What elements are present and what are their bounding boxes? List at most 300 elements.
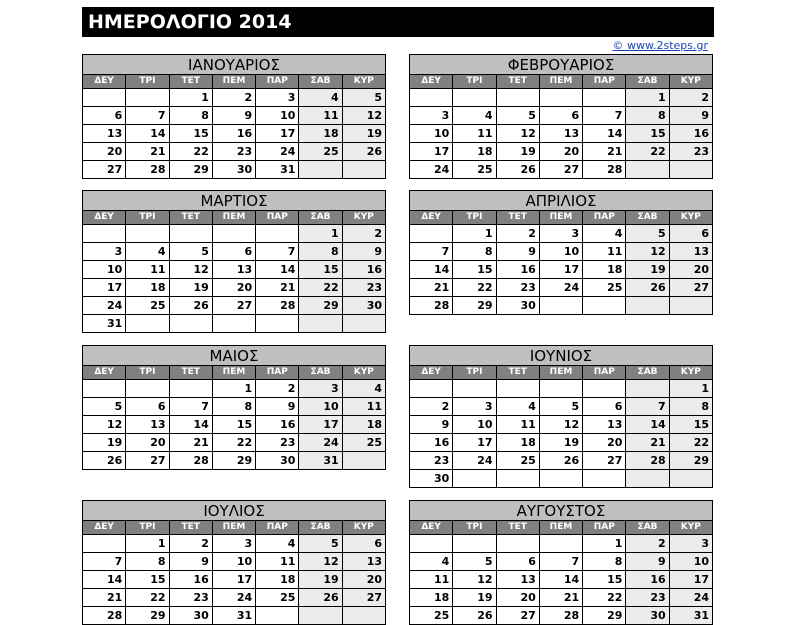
day-cell: 27 xyxy=(342,589,385,607)
weekday-header: ΠΑΡ xyxy=(583,211,626,225)
empty-day-cell xyxy=(453,470,496,488)
empty-day-cell xyxy=(169,225,212,243)
empty-day-cell xyxy=(256,315,299,333)
day-cell: 15 xyxy=(212,416,255,434)
empty-day-cell xyxy=(410,89,453,107)
weekday-header: ΠΕΜ xyxy=(539,521,582,535)
day-cell: 29 xyxy=(212,452,255,470)
weekday-header: ΤΕΤ xyxy=(496,211,539,225)
day-cell: 8 xyxy=(169,107,212,125)
day-cell: 13 xyxy=(669,243,712,261)
weekday-header: ΤΡΙ xyxy=(453,366,496,380)
empty-day-cell xyxy=(453,535,496,553)
empty-day-cell xyxy=(169,315,212,333)
day-cell: 9 xyxy=(169,553,212,571)
day-cell: 31 xyxy=(212,607,255,625)
day-cell: 15 xyxy=(669,416,712,434)
day-cell: 28 xyxy=(583,161,626,179)
day-cell: 6 xyxy=(583,398,626,416)
week-row xyxy=(83,125,386,143)
day-cell: 21 xyxy=(256,279,299,297)
day-cell: 27 xyxy=(583,452,626,470)
day-cell: 23 xyxy=(212,143,255,161)
day-cell: 7 xyxy=(83,553,126,571)
empty-day-cell xyxy=(299,161,342,179)
day-cell: 8 xyxy=(626,107,669,125)
day-cell: 26 xyxy=(626,279,669,297)
day-cell: 16 xyxy=(410,434,453,452)
day-cell: 22 xyxy=(169,143,212,161)
empty-day-cell xyxy=(83,225,126,243)
empty-day-cell xyxy=(342,161,385,179)
day-cell: 16 xyxy=(256,416,299,434)
source-link[interactable]: © www.2steps.gr xyxy=(612,39,708,52)
day-cell: 3 xyxy=(299,380,342,398)
day-cell: 18 xyxy=(126,279,169,297)
month-table xyxy=(409,345,713,488)
day-cell: 14 xyxy=(256,261,299,279)
day-cell: 27 xyxy=(212,297,255,315)
month-table xyxy=(409,500,713,625)
week-row xyxy=(83,434,386,452)
weekday-header: ΔΕΥ xyxy=(83,366,126,380)
weekday-header: ΤΡΙ xyxy=(453,521,496,535)
day-cell: 7 xyxy=(539,553,582,571)
week-row xyxy=(410,589,713,607)
day-cell: 24 xyxy=(212,589,255,607)
day-cell: 18 xyxy=(583,261,626,279)
day-cell: 4 xyxy=(410,553,453,571)
day-cell: 28 xyxy=(410,297,453,315)
day-cell: 9 xyxy=(212,107,255,125)
empty-day-cell xyxy=(126,225,169,243)
day-cell: 15 xyxy=(453,261,496,279)
day-cell: 28 xyxy=(256,297,299,315)
day-cell: 5 xyxy=(453,553,496,571)
day-cell: 28 xyxy=(83,607,126,625)
empty-day-cell xyxy=(583,380,626,398)
empty-day-cell xyxy=(126,380,169,398)
empty-day-cell xyxy=(583,297,626,315)
weekday-header: ΠΑΡ xyxy=(256,521,299,535)
day-cell: 29 xyxy=(126,607,169,625)
day-cell: 23 xyxy=(410,452,453,470)
day-cell: 31 xyxy=(669,607,712,625)
day-cell: 14 xyxy=(126,125,169,143)
day-cell: 13 xyxy=(83,125,126,143)
day-cell: 6 xyxy=(496,553,539,571)
day-cell: 1 xyxy=(626,89,669,107)
weekday-header: ΚΥΡ xyxy=(342,366,385,380)
day-cell: 2 xyxy=(256,380,299,398)
weekday-header: ΤΡΙ xyxy=(126,75,169,89)
week-row xyxy=(83,279,386,297)
day-cell: 14 xyxy=(583,125,626,143)
weekday-header: ΤΡΙ xyxy=(126,211,169,225)
empty-day-cell xyxy=(83,535,126,553)
day-cell: 27 xyxy=(83,161,126,179)
day-cell: 27 xyxy=(539,161,582,179)
empty-day-cell xyxy=(669,470,712,488)
month-table xyxy=(82,190,386,333)
day-cell: 6 xyxy=(83,107,126,125)
day-cell: 14 xyxy=(539,571,582,589)
weekday-header: ΔΕΥ xyxy=(83,75,126,89)
weekday-header: ΣΑΒ xyxy=(626,211,669,225)
month-name: ΜΑΙΟΣ xyxy=(83,346,386,366)
empty-day-cell xyxy=(256,607,299,625)
week-row xyxy=(83,161,386,179)
day-cell: 21 xyxy=(83,589,126,607)
day-cell: 20 xyxy=(539,143,582,161)
weekday-header: ΚΥΡ xyxy=(669,75,712,89)
day-cell: 31 xyxy=(256,161,299,179)
day-cell: 17 xyxy=(669,571,712,589)
day-cell: 7 xyxy=(410,243,453,261)
day-cell: 12 xyxy=(83,416,126,434)
day-cell: 12 xyxy=(169,261,212,279)
empty-day-cell xyxy=(83,380,126,398)
day-cell: 10 xyxy=(669,553,712,571)
week-row xyxy=(410,535,713,553)
day-cell: 15 xyxy=(626,125,669,143)
day-cell: 20 xyxy=(83,143,126,161)
day-cell: 30 xyxy=(496,297,539,315)
day-cell: 8 xyxy=(212,398,255,416)
day-cell: 23 xyxy=(669,143,712,161)
day-cell: 4 xyxy=(583,225,626,243)
day-cell: 25 xyxy=(342,434,385,452)
empty-day-cell xyxy=(410,225,453,243)
day-cell: 19 xyxy=(539,434,582,452)
day-cell: 18 xyxy=(299,125,342,143)
day-cell: 25 xyxy=(299,143,342,161)
day-cell: 16 xyxy=(669,125,712,143)
month-calendar xyxy=(82,54,386,179)
day-cell: 19 xyxy=(496,143,539,161)
month-name: ΦΕΒΡΟΥΑΡΙΟΣ xyxy=(410,55,713,75)
week-row xyxy=(410,243,713,261)
day-cell: 24 xyxy=(299,434,342,452)
day-cell: 24 xyxy=(669,589,712,607)
month-table xyxy=(82,345,386,470)
day-cell: 11 xyxy=(126,261,169,279)
day-cell: 2 xyxy=(626,535,669,553)
month-calendar xyxy=(82,190,386,333)
weekday-header: ΤΡΙ xyxy=(453,75,496,89)
day-cell: 18 xyxy=(256,571,299,589)
day-cell: 4 xyxy=(496,398,539,416)
weekday-header: ΤΡΙ xyxy=(126,366,169,380)
day-cell: 10 xyxy=(299,398,342,416)
empty-day-cell xyxy=(212,225,255,243)
day-cell: 16 xyxy=(169,571,212,589)
month-calendar xyxy=(409,345,713,488)
day-cell: 22 xyxy=(212,434,255,452)
day-cell: 8 xyxy=(126,553,169,571)
week-row xyxy=(410,225,713,243)
empty-day-cell xyxy=(453,380,496,398)
weekday-header: ΠΑΡ xyxy=(583,75,626,89)
day-cell: 29 xyxy=(669,452,712,470)
day-cell: 13 xyxy=(212,261,255,279)
day-cell: 18 xyxy=(453,143,496,161)
empty-day-cell xyxy=(342,315,385,333)
day-cell: 12 xyxy=(453,571,496,589)
week-row xyxy=(410,143,713,161)
weekday-header: ΤΕΤ xyxy=(169,75,212,89)
day-cell: 2 xyxy=(342,225,385,243)
day-cell: 5 xyxy=(626,225,669,243)
day-cell: 25 xyxy=(410,607,453,625)
day-cell: 1 xyxy=(299,225,342,243)
day-cell: 26 xyxy=(453,607,496,625)
day-cell: 15 xyxy=(126,571,169,589)
day-cell: 25 xyxy=(126,297,169,315)
day-cell: 27 xyxy=(496,607,539,625)
day-cell: 2 xyxy=(496,225,539,243)
day-cell: 21 xyxy=(410,279,453,297)
day-cell: 11 xyxy=(496,416,539,434)
month-calendar xyxy=(82,345,386,470)
day-cell: 18 xyxy=(410,589,453,607)
day-cell: 26 xyxy=(83,452,126,470)
empty-day-cell xyxy=(626,470,669,488)
weekday-header: ΠΕΜ xyxy=(212,75,255,89)
day-cell: 27 xyxy=(669,279,712,297)
day-cell: 9 xyxy=(626,553,669,571)
day-cell: 6 xyxy=(126,398,169,416)
day-cell: 26 xyxy=(496,161,539,179)
day-cell: 7 xyxy=(583,107,626,125)
day-cell: 11 xyxy=(342,398,385,416)
weekday-header: ΚΥΡ xyxy=(342,521,385,535)
month-calendar xyxy=(82,500,386,625)
empty-day-cell xyxy=(583,470,626,488)
day-cell: 26 xyxy=(299,589,342,607)
weekday-header: ΔΕΥ xyxy=(410,211,453,225)
week-row xyxy=(410,89,713,107)
empty-day-cell xyxy=(410,535,453,553)
day-cell: 23 xyxy=(496,279,539,297)
day-cell: 11 xyxy=(256,553,299,571)
day-cell: 25 xyxy=(496,452,539,470)
month-name: ΜΑΡΤΙΟΣ xyxy=(83,191,386,211)
empty-day-cell xyxy=(626,297,669,315)
empty-day-cell xyxy=(342,452,385,470)
day-cell: 9 xyxy=(669,107,712,125)
day-cell: 15 xyxy=(169,125,212,143)
empty-day-cell xyxy=(583,89,626,107)
weekday-header: ΔΕΥ xyxy=(410,521,453,535)
day-cell: 28 xyxy=(126,161,169,179)
day-cell: 22 xyxy=(299,279,342,297)
day-cell: 22 xyxy=(583,589,626,607)
day-cell: 24 xyxy=(410,161,453,179)
day-cell: 17 xyxy=(256,125,299,143)
day-cell: 3 xyxy=(410,107,453,125)
day-cell: 5 xyxy=(342,89,385,107)
day-cell: 1 xyxy=(669,380,712,398)
empty-day-cell xyxy=(496,89,539,107)
weekday-header: ΚΥΡ xyxy=(342,211,385,225)
day-cell: 22 xyxy=(453,279,496,297)
day-cell: 5 xyxy=(299,535,342,553)
day-cell: 21 xyxy=(583,143,626,161)
weekday-header: ΔΕΥ xyxy=(83,211,126,225)
weekday-header: ΤΕΤ xyxy=(169,521,212,535)
weekday-header: ΔΕΥ xyxy=(410,75,453,89)
day-cell: 9 xyxy=(496,243,539,261)
day-cell: 15 xyxy=(583,571,626,589)
day-cell: 13 xyxy=(496,571,539,589)
day-cell: 29 xyxy=(299,297,342,315)
day-cell: 6 xyxy=(539,107,582,125)
day-cell: 30 xyxy=(169,607,212,625)
empty-day-cell xyxy=(126,89,169,107)
day-cell: 4 xyxy=(453,107,496,125)
day-cell: 11 xyxy=(410,571,453,589)
day-cell: 29 xyxy=(453,297,496,315)
empty-day-cell xyxy=(539,535,582,553)
week-row xyxy=(83,297,386,315)
day-cell: 7 xyxy=(256,243,299,261)
empty-day-cell xyxy=(169,380,212,398)
empty-day-cell xyxy=(496,535,539,553)
day-cell: 30 xyxy=(410,470,453,488)
day-cell: 8 xyxy=(669,398,712,416)
day-cell: 12 xyxy=(299,553,342,571)
month-calendar xyxy=(409,500,713,625)
week-row xyxy=(83,571,386,589)
day-cell: 12 xyxy=(539,416,582,434)
day-cell: 17 xyxy=(539,261,582,279)
weekday-header: ΣΑΒ xyxy=(299,75,342,89)
empty-day-cell xyxy=(83,89,126,107)
week-row xyxy=(410,161,713,179)
day-cell: 1 xyxy=(169,89,212,107)
weekday-header: ΤΕΤ xyxy=(496,521,539,535)
day-cell: 8 xyxy=(453,243,496,261)
day-cell: 19 xyxy=(299,571,342,589)
weekday-header: ΣΑΒ xyxy=(299,211,342,225)
day-cell: 9 xyxy=(342,243,385,261)
day-cell: 19 xyxy=(342,125,385,143)
day-cell: 13 xyxy=(126,416,169,434)
weekday-header: ΣΑΒ xyxy=(626,75,669,89)
weekday-header: ΠΕΜ xyxy=(212,211,255,225)
month-name: ΑΥΓΟΥΣΤΟΣ xyxy=(410,501,713,521)
day-cell: 13 xyxy=(583,416,626,434)
day-cell: 9 xyxy=(256,398,299,416)
week-row xyxy=(83,416,386,434)
weekday-header: ΠΕΜ xyxy=(539,75,582,89)
weekday-header: ΚΥΡ xyxy=(669,211,712,225)
day-cell: 23 xyxy=(342,279,385,297)
month-name: ΙΑΝΟΥΑΡΙΟΣ xyxy=(83,55,386,75)
day-cell: 16 xyxy=(342,261,385,279)
day-cell: 21 xyxy=(626,434,669,452)
day-cell: 16 xyxy=(496,261,539,279)
day-cell: 10 xyxy=(453,416,496,434)
week-row xyxy=(410,279,713,297)
weekday-header: ΠΑΡ xyxy=(256,366,299,380)
day-cell: 23 xyxy=(626,589,669,607)
empty-day-cell xyxy=(256,225,299,243)
day-cell: 2 xyxy=(410,398,453,416)
day-cell: 30 xyxy=(212,161,255,179)
day-cell: 21 xyxy=(126,143,169,161)
empty-day-cell xyxy=(539,470,582,488)
week-row xyxy=(410,416,713,434)
week-row xyxy=(410,107,713,125)
empty-day-cell xyxy=(342,607,385,625)
weekday-header: ΠΕΜ xyxy=(212,366,255,380)
day-cell: 11 xyxy=(453,125,496,143)
week-row xyxy=(83,225,386,243)
day-cell: 11 xyxy=(583,243,626,261)
month-table xyxy=(409,190,713,315)
day-cell: 24 xyxy=(83,297,126,315)
week-row xyxy=(83,89,386,107)
day-cell: 20 xyxy=(496,589,539,607)
week-row xyxy=(410,297,713,315)
weekday-header: ΣΑΒ xyxy=(299,366,342,380)
day-cell: 18 xyxy=(496,434,539,452)
month-table xyxy=(409,54,713,179)
week-row xyxy=(83,315,386,333)
empty-day-cell xyxy=(299,315,342,333)
empty-day-cell xyxy=(212,315,255,333)
day-cell: 2 xyxy=(212,89,255,107)
week-row xyxy=(83,243,386,261)
weekday-header: ΤΕΤ xyxy=(496,75,539,89)
week-row xyxy=(410,261,713,279)
day-cell: 3 xyxy=(256,89,299,107)
day-cell: 8 xyxy=(583,553,626,571)
day-cell: 21 xyxy=(169,434,212,452)
day-cell: 17 xyxy=(212,571,255,589)
month-calendar xyxy=(409,190,713,315)
day-cell: 17 xyxy=(410,143,453,161)
empty-day-cell xyxy=(410,380,453,398)
day-cell: 8 xyxy=(299,243,342,261)
day-cell: 10 xyxy=(83,261,126,279)
day-cell: 4 xyxy=(342,380,385,398)
day-cell: 17 xyxy=(299,416,342,434)
day-cell: 31 xyxy=(299,452,342,470)
day-cell: 23 xyxy=(169,589,212,607)
day-cell: 20 xyxy=(212,279,255,297)
weekday-header: ΤΕΤ xyxy=(169,211,212,225)
weekday-header: ΠΑΡ xyxy=(583,521,626,535)
week-row xyxy=(410,434,713,452)
day-cell: 1 xyxy=(453,225,496,243)
weekday-header: ΚΥΡ xyxy=(669,366,712,380)
day-cell: 14 xyxy=(169,416,212,434)
day-cell: 24 xyxy=(453,452,496,470)
day-cell: 12 xyxy=(496,125,539,143)
day-cell: 22 xyxy=(669,434,712,452)
day-cell: 26 xyxy=(539,452,582,470)
week-row xyxy=(83,452,386,470)
empty-day-cell xyxy=(539,297,582,315)
day-cell: 5 xyxy=(83,398,126,416)
day-cell: 25 xyxy=(583,279,626,297)
day-cell: 1 xyxy=(583,535,626,553)
day-cell: 6 xyxy=(212,243,255,261)
day-cell: 10 xyxy=(410,125,453,143)
